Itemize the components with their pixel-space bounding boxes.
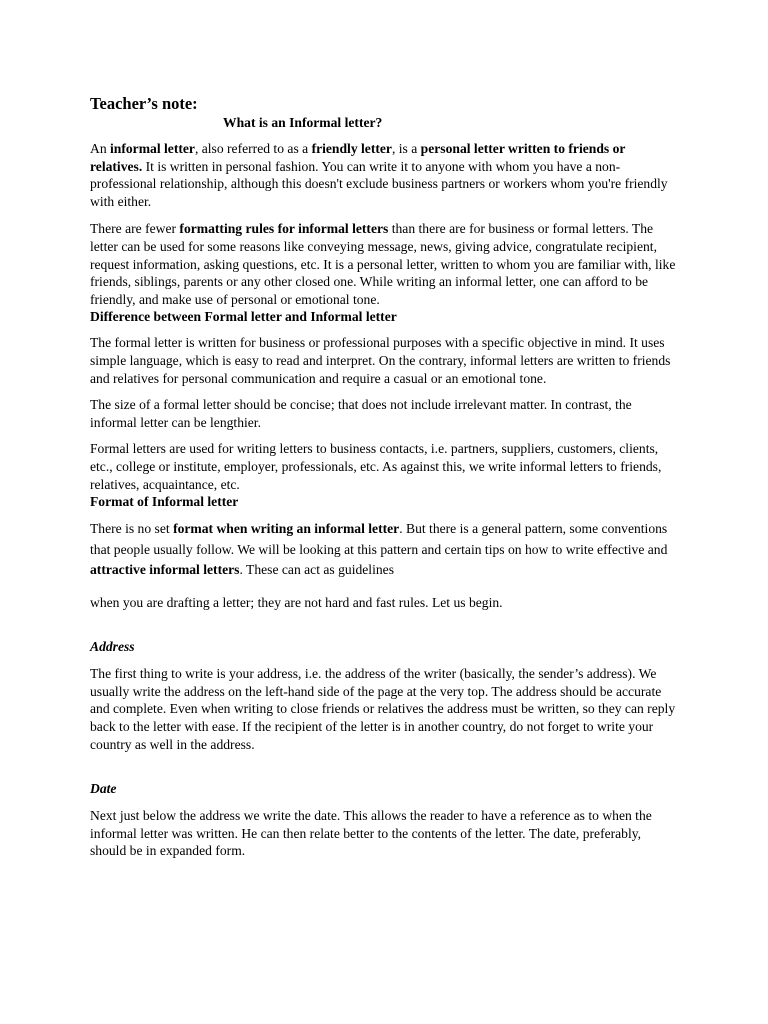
intro-bold-friendly-letter: friendly letter	[311, 141, 392, 156]
difference-paragraph-2: The size of a formal letter should be concise; that does not include irrelevant matter. In contrast, the informal letter can be lengthier.	[90, 397, 632, 430]
date-paragraph: Next just below the address we write the date. This allows the reader to have a reference as to when the informal letter was written. He can then relate better to the contents of the letter. The date, preferably, should be in expanded form.	[90, 808, 652, 859]
format-bold-attractive: attractive informal letters	[90, 562, 240, 578]
difference-paragraph-1: The formal letter is written for business or professional purposes with a specific objective in mind. It uses simple language, which is easy to read and interpret. On the contrary, informal letters are written to friends and relatives for personal communication and require a casual or an emotional tone.	[90, 335, 671, 386]
intro-bold-personal-letter: personal letter written to friends or relatives.	[90, 141, 626, 174]
intro-paragraph	[90, 140, 680, 210]
date-heading: Date	[90, 781, 117, 797]
format-bold-format-when: format when writing an informal letter	[173, 521, 400, 537]
format-continuation-paragraph: when you are drafting a letter; they are not hard and fast rules. Let us begin.	[90, 594, 503, 610]
intro-text-3: , is a	[391, 141, 421, 156]
difference-heading: Difference between Formal letter and Informal letter	[90, 309, 397, 325]
intro-text-2: , also referred to as a	[194, 141, 312, 156]
teachers-note-heading: Teacher’s note:	[90, 94, 198, 113]
intro-bold-informal-letter: informal letter	[110, 141, 195, 156]
format-paragraph	[90, 519, 680, 581]
format-heading: Format of Informal letter	[90, 494, 239, 510]
formatting-rules-paragraph	[90, 220, 680, 308]
difference-paragraph-3: Formal letters are used for writing letters to business contacts, i.e. partners, suppliers, customers, clients, etc., college or institute, employer, professionals, etc. As against this, we write informal letters to friends, relatives, acquaintance, etc.	[90, 441, 662, 492]
address-heading: Address	[90, 639, 135, 655]
document-subtitle: What is an Informal letter?	[223, 115, 383, 130]
document-content	[90, 94, 680, 860]
fewer-text-1: There are fewer	[90, 221, 180, 237]
address-paragraph: The first thing to write is your address, i.e. the address of the writer (basically, the sender’s address). We usually write the address on the left-hand side of the page at the very top. The address should be accurate and complete. Even when writing to close friends or relatives the address must be written, so they can reply back to the letter with ease. If the recipient of the letter is in another country, do not forget to write your country as well in the address.	[90, 666, 676, 752]
intro-text-4: It is written in personal fashion. You can write it to anyone with whom you have a non-professional relationship, although this doesn't exclude business partners or workers whom you're friendly with either.	[90, 158, 668, 209]
format-text-3: . These can act as guidelines	[239, 562, 394, 578]
format-text-1: There is no set	[90, 521, 174, 537]
intro-text-1: An	[90, 141, 111, 156]
fewer-bold-formatting-rules: formatting rules for informal letters	[179, 221, 389, 237]
format-text-2: . But there is a general pattern, some conventions that people usually follow. We will be looking at this pattern and certain tips on how to write effective and	[90, 521, 668, 557]
fewer-text-2: than there are for business or formal letters. The letter can be used for some reasons like conveying message, news, giving advice, congratulate recipient, request information, asking questions, etc. It is a personal letter, written to whom you are familiar with, like friends, siblings, parents or any other closed one. While writing an informal letter, one can afford to be friendly, and make use of personal or emotional tone.	[90, 221, 676, 307]
